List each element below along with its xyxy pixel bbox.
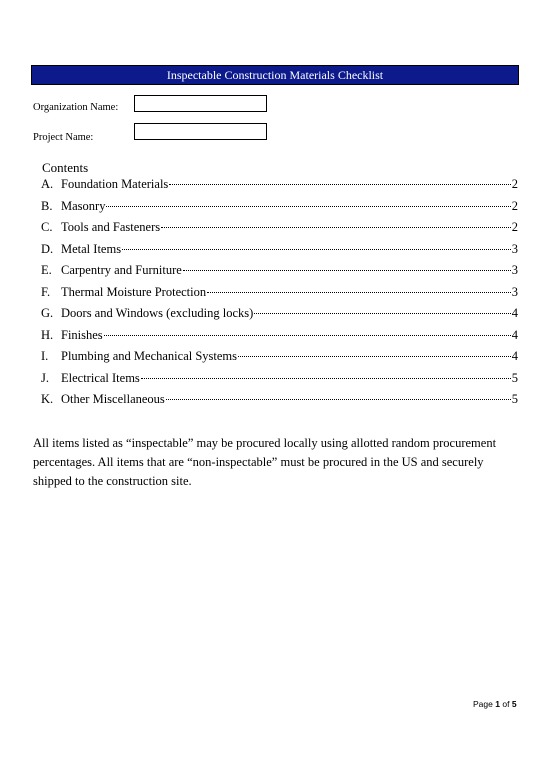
organization-label: Organization Name: [33, 102, 119, 113]
toc-item-leader [169, 184, 510, 185]
footer-of-word: of [502, 699, 510, 709]
toc-item[interactable] [41, 285, 518, 307]
toc-item[interactable] [41, 263, 518, 285]
toc-item-page: 4 [511, 306, 518, 320]
toc-item-leader [106, 206, 510, 207]
toc-item-page: 4 [511, 349, 518, 363]
organization-name-field[interactable] [134, 95, 267, 112]
toc-item-leader [161, 227, 511, 228]
toc-item-title: Other Miscellaneous [61, 392, 165, 406]
toc-item-letter: B. [41, 198, 53, 213]
toc-item-letter: E. [41, 263, 52, 277]
toc-item-page: 2 [511, 220, 518, 234]
toc-item-title: Finishes [61, 327, 103, 342]
toc-item-page: 5 [511, 370, 518, 385]
toc-item[interactable] [41, 220, 518, 242]
toc-item[interactable] [41, 306, 518, 328]
toc-item-title: Foundation Materials [61, 177, 169, 191]
toc-item-title: Thermal Moisture Protection [61, 284, 207, 299]
toc-item-letter: C. [41, 220, 53, 234]
toc-item-page: 3 [511, 284, 518, 299]
toc-item-leader [122, 249, 511, 250]
toc-item[interactable] [41, 371, 518, 393]
toc-item-page: 5 [511, 392, 518, 406]
toc-item-letter: I. [41, 349, 49, 363]
footer-current-page: 1 [495, 699, 500, 709]
toc-item-title: Masonry [61, 198, 106, 213]
toc-item[interactable] [41, 242, 518, 264]
toc-item-letter: D. [41, 241, 54, 256]
project-label: Project Name: [33, 132, 94, 143]
toc-item-page: 3 [511, 263, 518, 277]
toc-list [41, 177, 518, 414]
toc-item-leader [183, 270, 511, 271]
contents-heading: Contents [42, 160, 89, 175]
toc-item[interactable] [41, 349, 518, 371]
toc-item[interactable] [41, 199, 518, 221]
toc-item-leader [238, 356, 511, 357]
toc-item[interactable] [41, 328, 518, 350]
toc-item[interactable] [41, 177, 518, 199]
toc-item-letter: G. [41, 306, 54, 320]
toc-item-letter: A. [41, 177, 54, 191]
document-title: Inspectable Construction Materials Checklist [31, 65, 519, 85]
footer-total-pages: 5 [511, 699, 517, 709]
toc-item-leader [141, 378, 511, 379]
toc-item-leader [207, 292, 511, 293]
page-footer [473, 699, 517, 709]
project-name-field[interactable] [134, 123, 267, 140]
toc-item-title: Tools and Fasteners [61, 220, 161, 234]
toc-item[interactable] [41, 392, 518, 414]
toc-item-letter: K. [41, 392, 54, 406]
toc-item-leader [104, 335, 511, 336]
toc-item-page: 3 [511, 241, 518, 256]
toc-item-title: Metal Items [61, 241, 122, 256]
toc-item-title: Plumbing and Mechanical Systems [61, 349, 238, 363]
toc-item-title: Carpentry and Furniture [61, 263, 182, 277]
toc-item-page: 4 [511, 327, 518, 342]
toc-item-leader [166, 399, 511, 400]
table-of-contents [41, 160, 518, 414]
toc-item-page: 2 [511, 177, 518, 191]
toc-item-title: Electrical Items [61, 370, 140, 385]
toc-item-page: 2 [511, 198, 518, 213]
toc-item-title: Doors and Windows (excluding locks) [61, 306, 254, 320]
procurement-note: All items listed as “inspectable” may be procured locally using allotted random procurement percentages. All items that are “non-inspectable” must be procured in the US and securely shipped to the construction site. [33, 436, 497, 488]
toc-item-letter: F. [41, 284, 51, 299]
toc-item-letter: J. [41, 370, 49, 385]
toc-item-leader [254, 313, 510, 314]
toc-item-letter: H. [41, 327, 54, 342]
footer-page-word: Page [473, 699, 493, 709]
